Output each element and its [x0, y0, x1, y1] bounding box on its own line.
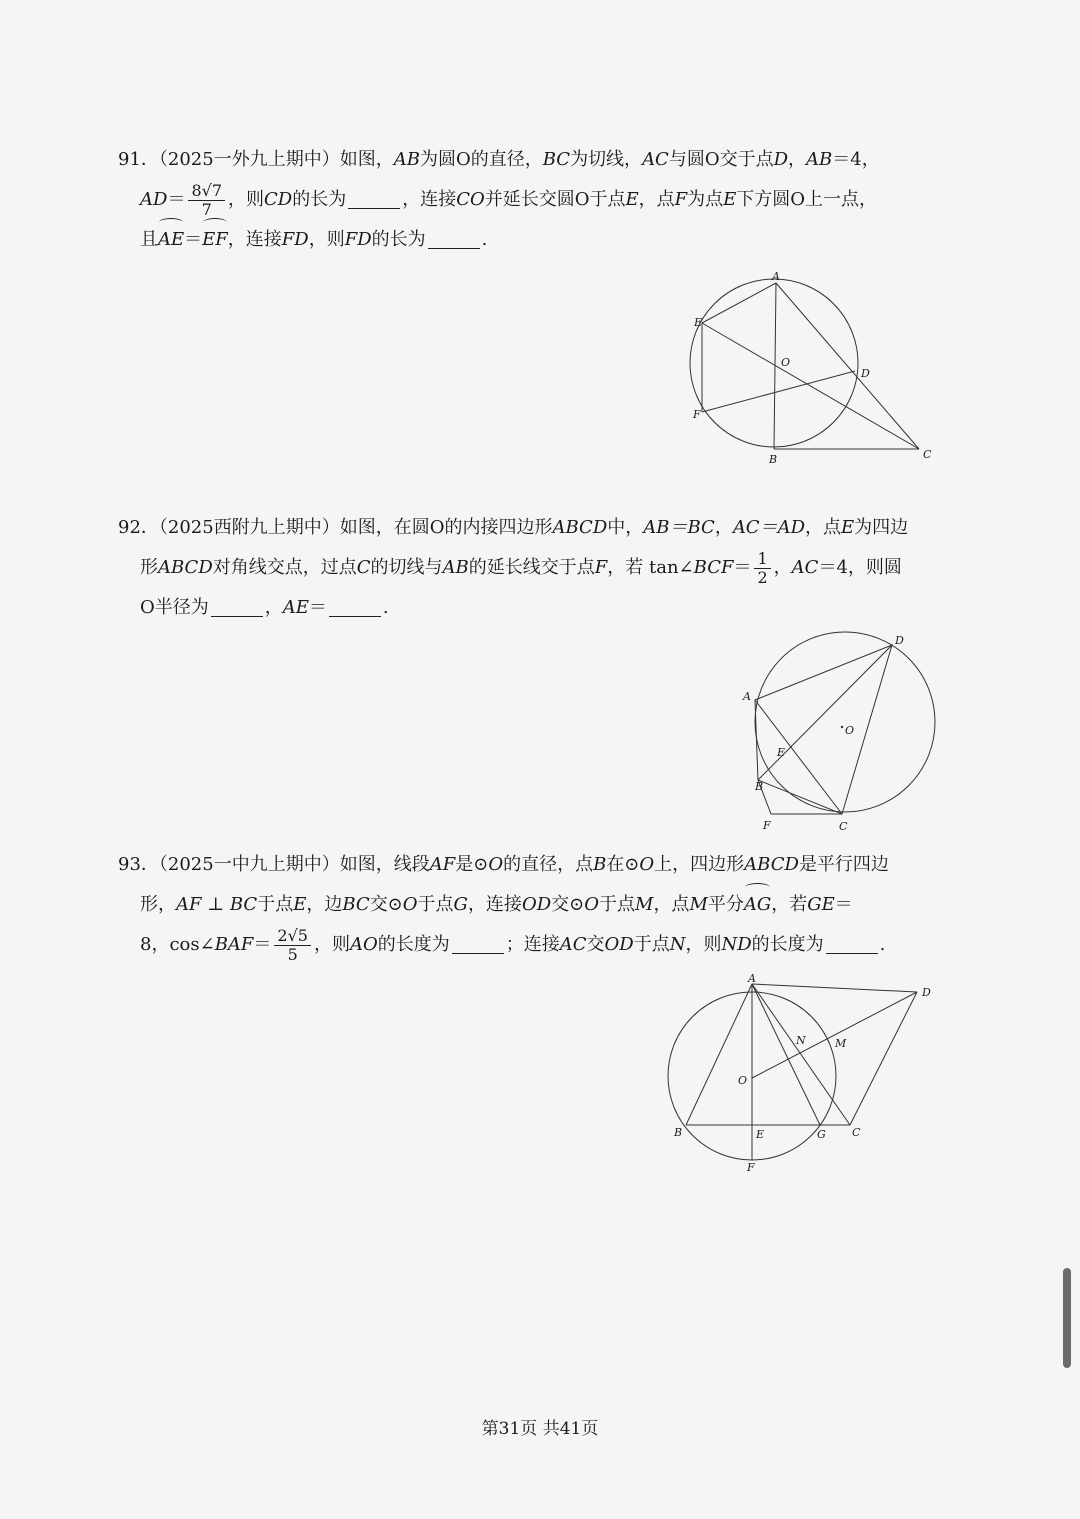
- math-var: O: [488, 854, 504, 875]
- label-f: F: [763, 819, 771, 832]
- fraction-denominator: 2: [757, 567, 768, 587]
- text: ，点: [653, 894, 690, 915]
- label-e: E: [756, 1128, 765, 1141]
- math-var: O: [584, 894, 599, 915]
- fraction-denominator: 7: [201, 199, 212, 219]
- text: ＝4，: [832, 149, 880, 170]
- text: 为切线，: [570, 149, 643, 170]
- text: 的长度为: [377, 934, 450, 955]
- problem-source: （2025一中九上期中）: [158, 854, 340, 875]
- problem-93-line-1: 93．（2025一中九上期中）如图，线段AF是⊙O的直径，点B在⊙O上，四边形ABCD是平行四边: [118, 854, 889, 875]
- geometry-diagram-93: [662, 972, 942, 1182]
- problem-91-line-1: 91．（2025一外九上期中）如图，AB为圆O的直径，BC为切线，AC与圆O交于点D，AB＝4，: [118, 149, 880, 170]
- text: ，则: [228, 189, 264, 210]
- text: 上，四边形: [654, 854, 745, 875]
- page-footer: 第31页 共41页: [481, 1419, 599, 1439]
- label-e: E: [694, 316, 703, 329]
- label-g: G: [817, 1128, 826, 1141]
- text: 为点: [687, 189, 724, 210]
- fraction-numerator: 8√7: [188, 182, 225, 201]
- problem-93-line-2: [118, 885, 968, 925]
- text: ＝: [167, 189, 186, 210]
- fraction: [274, 927, 311, 964]
- geometry-diagram-91: [685, 268, 945, 468]
- math-expr: AB＝BC: [643, 517, 715, 538]
- math-expr: AC＝AD: [732, 517, 806, 538]
- math-var: AD: [140, 189, 168, 210]
- math-var: FD: [281, 229, 309, 250]
- label-d: D: [895, 634, 904, 647]
- text: 8，cos∠: [140, 934, 215, 955]
- figure-92: [735, 630, 945, 839]
- segment-fd: [702, 371, 855, 412]
- segment-ac: [776, 283, 919, 449]
- geometry-diagram-92: [735, 630, 945, 835]
- label-a: A: [743, 690, 751, 703]
- problem-93-line-3: [118, 925, 968, 965]
- problem-91-line-2: [118, 180, 968, 220]
- text: 的延长线交于点: [468, 557, 595, 578]
- text: 形，: [140, 894, 176, 915]
- problem-92-line-1: 92．（2025西附九上期中）如图，在圆O的内接四边形ABCD中，AB＝BC，AC＝AD，点E为四边: [118, 517, 909, 538]
- problem-source: （2025西附九上期中）: [158, 517, 340, 538]
- text: 交: [586, 934, 605, 955]
- problem-92-line-3: [118, 588, 968, 628]
- label-n: N: [796, 1034, 806, 1047]
- text: ＝4，则圆: [818, 557, 902, 578]
- text: ；连接: [505, 934, 560, 955]
- math-var: CO: [456, 189, 485, 210]
- problem-number: 93: [118, 854, 141, 875]
- math-var: AB: [442, 557, 469, 578]
- math-var: AC: [791, 557, 819, 578]
- math-var: N: [669, 934, 686, 955]
- text: 交⊙: [551, 894, 585, 915]
- answer-blank[interactable]: [329, 598, 381, 617]
- label-f: F: [693, 408, 701, 421]
- math-var: AC: [559, 934, 587, 955]
- text: 于点: [257, 894, 294, 915]
- fraction-numerator: 1: [754, 550, 770, 569]
- text: 平分: [707, 894, 744, 915]
- diagonal-ac: [752, 984, 850, 1125]
- math-var: ABCD: [744, 854, 799, 875]
- math-var: AC: [642, 149, 669, 170]
- label-d: D: [861, 367, 870, 380]
- text: 并延长交圆O于点: [484, 189, 626, 210]
- text: ，: [788, 149, 807, 170]
- text: 形: [140, 557, 158, 578]
- segment-ab: [686, 984, 752, 1125]
- text: O半径为: [140, 597, 209, 618]
- label-a: A: [772, 270, 780, 283]
- label-m: M: [835, 1037, 847, 1050]
- label-o: O: [845, 724, 855, 737]
- quadrilateral-abcd: [755, 645, 892, 814]
- problem-source: （2025一外九上期中）: [158, 149, 340, 170]
- text: 是平行四边: [798, 854, 889, 875]
- math-var: CD: [264, 189, 293, 210]
- text: 交⊙: [369, 894, 403, 915]
- math-var: M: [689, 894, 708, 915]
- fraction-numerator: 2√5: [274, 927, 311, 946]
- label-b: B: [755, 780, 764, 793]
- text: 下方圆O上一点，: [736, 189, 878, 210]
- arc-label: EF: [202, 220, 228, 260]
- math-var: AB: [806, 149, 833, 170]
- label-c: C: [852, 1126, 861, 1139]
- text: ，则: [685, 934, 722, 955]
- math-var: C: [356, 557, 371, 578]
- text: 的长为: [371, 229, 426, 250]
- answer-blank[interactable]: [826, 935, 878, 954]
- text: 对角线交点，过点: [212, 557, 357, 578]
- figure-91: [685, 268, 945, 472]
- arc-label: AE: [158, 220, 184, 260]
- math-var: ABCD: [552, 517, 608, 538]
- text: ，连接: [227, 229, 282, 250]
- text: 为四边: [854, 517, 909, 538]
- text: 与圆O交于点: [668, 149, 774, 170]
- math-var: ABCD: [158, 557, 213, 578]
- segment-ad: [752, 984, 917, 992]
- text: 中，: [607, 517, 644, 538]
- label-c: C: [839, 820, 848, 833]
- text: ，若: [771, 894, 808, 915]
- math-var: E: [293, 894, 307, 915]
- text: ，: [714, 517, 733, 538]
- text: 且: [140, 229, 158, 250]
- answer-blank[interactable]: [211, 598, 263, 617]
- math-var: FD: [344, 229, 372, 250]
- text: ，: [773, 557, 792, 578]
- text: 于点: [417, 894, 454, 915]
- math-var: BCF: [693, 557, 734, 578]
- label-e: E: [777, 746, 786, 759]
- text: ＝: [308, 597, 327, 618]
- text: 的长度为: [751, 934, 824, 955]
- math-var: G: [453, 894, 468, 915]
- label-b: B: [674, 1126, 683, 1139]
- segment-ae: [702, 283, 776, 323]
- label-o: O: [781, 356, 791, 369]
- math-var: O: [402, 894, 418, 915]
- text: .: [879, 934, 886, 955]
- math-var: BC: [542, 149, 571, 170]
- text: ，点: [805, 517, 842, 538]
- text: ，: [264, 597, 283, 618]
- fraction-denominator: 5: [287, 944, 298, 964]
- math-var: GE: [807, 894, 835, 915]
- label-o: O: [738, 1074, 748, 1087]
- label-a: A: [748, 972, 756, 985]
- answer-blank[interactable]: [428, 230, 480, 249]
- segment-dc: [850, 992, 917, 1125]
- label-c: C: [923, 448, 932, 461]
- circle-o: [755, 632, 935, 812]
- figure-93: [662, 972, 942, 1186]
- math-var: OD: [521, 894, 552, 915]
- segment-ag: [752, 984, 820, 1125]
- problem-92-line-2: [118, 548, 968, 588]
- problem-91-line-3: [118, 220, 968, 260]
- label-b: B: [769, 453, 778, 466]
- text: .: [382, 597, 389, 618]
- fraction: [754, 550, 770, 587]
- text: ，点: [638, 189, 675, 210]
- fraction: [188, 182, 225, 219]
- math-var: F: [594, 557, 608, 578]
- math-var: E: [625, 189, 639, 210]
- vertical-scrollbar[interactable]: [1063, 1268, 1071, 1368]
- text: ，则: [308, 229, 345, 250]
- math-var: AB: [393, 149, 420, 170]
- arc-label: AG: [744, 885, 771, 925]
- text: 的直径，点: [503, 854, 594, 875]
- text: ，连接: [402, 189, 457, 210]
- label-d: D: [922, 986, 931, 999]
- text: 于点: [599, 894, 635, 915]
- text: 的切线与: [370, 557, 443, 578]
- text: ＝: [253, 934, 272, 955]
- math-var: OD: [604, 934, 634, 955]
- text: ＝: [834, 894, 853, 915]
- math-expr: AF ⊥ BC: [176, 894, 258, 915]
- text: 如图，: [339, 149, 394, 170]
- math-var: E: [841, 517, 855, 538]
- text: 如图，在圆O的内接四边形: [339, 517, 553, 538]
- math-var: BAF: [214, 934, 254, 955]
- text: ，连接: [467, 894, 522, 915]
- text: .: [481, 229, 488, 250]
- math-var: F: [674, 189, 688, 210]
- math-var: BC: [342, 894, 370, 915]
- math-var: O: [639, 854, 655, 875]
- math-var: AF: [429, 854, 456, 875]
- problem-91: [118, 140, 968, 260]
- math-var: D: [773, 149, 789, 170]
- problem-number: 92: [118, 517, 141, 538]
- math-var: ND: [721, 934, 752, 955]
- answer-blank[interactable]: [452, 935, 504, 954]
- problem-93: [118, 845, 968, 965]
- problem-92: [118, 508, 968, 628]
- problem-number: 91: [118, 149, 141, 170]
- text: 如图，线段: [339, 854, 430, 875]
- text: ＝: [733, 557, 752, 578]
- center-dot: [841, 726, 843, 728]
- text: 为圆O的直径，: [419, 149, 543, 170]
- text: 于点: [633, 934, 670, 955]
- math-var: M: [635, 894, 654, 915]
- math-var: AE: [282, 597, 309, 618]
- segment-ec: [702, 323, 919, 449]
- text: ＝: [184, 229, 203, 250]
- label-f: F: [747, 1161, 755, 1174]
- text: ，则: [313, 934, 350, 955]
- math-var: AO: [349, 934, 378, 955]
- text: 是⊙: [455, 854, 489, 875]
- text: 在⊙: [606, 854, 640, 875]
- answer-blank[interactable]: [348, 190, 400, 209]
- text: ，边: [306, 894, 343, 915]
- text: 的长为: [292, 189, 347, 210]
- text: ，若 tan∠: [607, 557, 694, 578]
- math-var: E: [723, 189, 737, 210]
- math-var: B: [593, 854, 607, 875]
